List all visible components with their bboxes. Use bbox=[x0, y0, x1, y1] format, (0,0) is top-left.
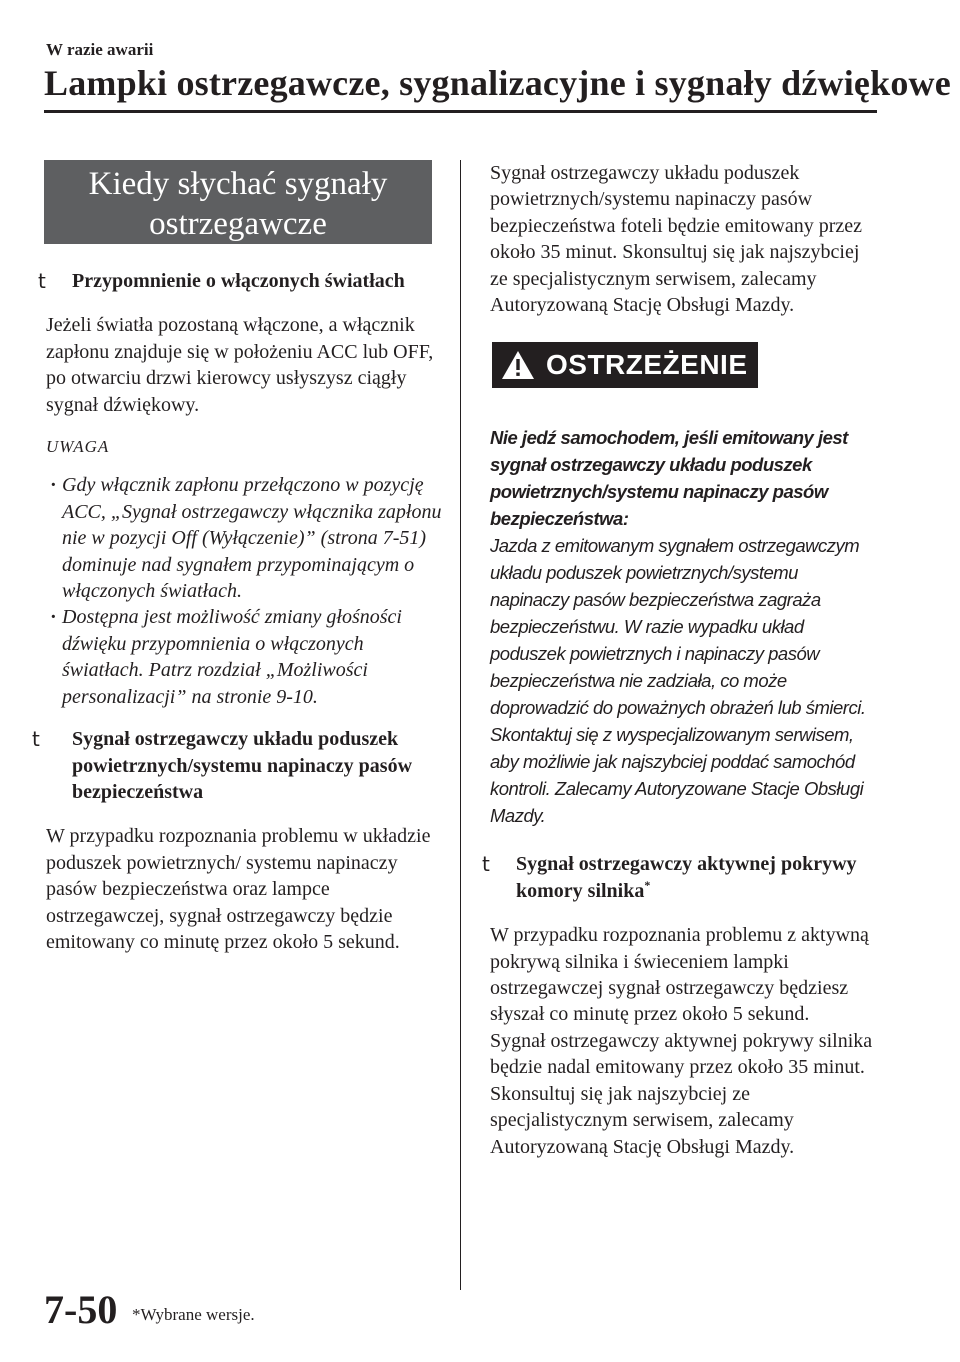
subsection-marker-icon: t bbox=[38, 269, 46, 293]
section-heading-line-1: Kiedy słychać sygnały bbox=[88, 166, 388, 202]
section-heading-box bbox=[44, 160, 432, 244]
subsection-heading-airbag-signal bbox=[32, 726, 446, 805]
paragraph-airbag-continued: Sygnał ostrzegawczy układu poduszek powietrznych/systemu napinaczy pasów bezpieczeństwa foteli będzie emitowany przez około 35 minut. Skonsultuj się jak najszybciej ze specjalistycznym serwisem, zalecamy Autoryzowaną Stację Obsługi Mazdy. bbox=[490, 162, 863, 317]
subsection-heading-active-bonnet bbox=[482, 851, 880, 904]
page-number: 7-50 bbox=[44, 1287, 118, 1332]
subsection-title: Przypomnienie o włączonych światłach bbox=[72, 270, 405, 292]
warning-triangle-icon bbox=[500, 349, 536, 381]
left-column bbox=[32, 268, 446, 971]
subsection-title: Sygnał ostrzegawczy układu poduszek powietrznych/systemu napinaczy pasów bezpieczeństwa bbox=[72, 728, 413, 803]
optional-equipment-asterisk: * bbox=[644, 877, 651, 892]
warning-lead: Nie jedź samochodem, jeśli emitowany jest sygnał ostrzegawczy układu poduszek powietrznych/systemu napinaczy pasów bezpieczeństwa: bbox=[490, 427, 848, 530]
column-divider bbox=[460, 160, 461, 1290]
paragraph-lights-reminder: Jeżeli światła pozostaną włączone, a włącznik zapłonu znajduje się w położeniu ACC lub OFF, po otwarciu drzwi kierowcy usłyszysz ciągły sygnał dźwiękowy. bbox=[46, 314, 434, 416]
subsection-heading-lights-reminder bbox=[38, 268, 446, 294]
subsection-marker-icon: t bbox=[482, 852, 490, 877]
warning-text bbox=[490, 424, 880, 829]
header-rule bbox=[44, 110, 877, 113]
paragraph-airbag-signal: W przypadku rozpoznania problemu w układzie poduszek powietrznych/ systemu napinaczy pasów bezpieczeństwa oraz lampce ostrzegawczej, sygnał ostrzegawczy będzie emitowany co minutę przez około 5 sekund. bbox=[46, 825, 431, 953]
footnote: *Wybrane wersje. bbox=[132, 1305, 255, 1324]
paragraph-active-bonnet-2: Sygnał ostrzegawczy aktywnej pokrywy silnika będzie nadal emitowany przez około 35 minut. Skonsultuj się jak najszybciej ze specjalistycznym serwisem, zalecamy Autoryzowaną Stację Obsługi Mazdy. bbox=[490, 1029, 873, 1158]
note-item: · Dostępna jest możliwość zmiany głośności dźwięku przypomnienia o włączonych światłach. Patrz rozdział „Możliwości personalizacji” na stronie 9-10. bbox=[62, 604, 446, 710]
section-heading-line-2: ostrzegawcze bbox=[149, 206, 327, 242]
paragraph-active-bonnet-1: W przypadku rozpoznania problemu z aktywną pokrywą silnika i świeceniem lampki ostrzegawczej sygnał ostrzegawczy będziesz słyszał co minutę przez około 5 sekund. bbox=[490, 924, 869, 1026]
section-label: W razie awarii bbox=[46, 40, 154, 59]
subsection-marker-icon: t bbox=[32, 727, 40, 752]
note-list bbox=[46, 472, 446, 710]
subsection-title: Sygnał ostrzegawczy aktywnej pokrywy komory silnika bbox=[516, 853, 857, 902]
chapter-title: Lampki ostrzegawcze, sygnalizacyjne i sygnały dźwiękowe bbox=[44, 63, 951, 103]
note-item: · Gdy włącznik zapłonu przełączono w pozycję ACC, „Sygnał ostrzegawczy włącznika zapłonu nie w pozycji Off (Wyłączenie)” (strona 7-51) dominuje nad sygnałem przypominającym o włączonych światłach. bbox=[62, 472, 446, 604]
right-column bbox=[482, 160, 880, 1176]
warning-label: OSTRZEŻENIE bbox=[546, 349, 748, 381]
note-label: UWAGA bbox=[46, 437, 110, 457]
warning-body: Jazda z emitowanym sygnałem ostrzegawczym układu poduszek powietrznych/systemu napinaczy pasów bezpieczeństwa zagraża bezpieczeństwu. W razie wypadku układ poduszek powietrznych i napinaczy pasów bezpieczeństwa nie zadziała, co może doprowadzić do poważnych obrażeń lub śmierci. Skontaktuj się z wyspecjalizowanym serwisem, aby możliwie jak najszybciej poddać samochód kontroli. Zalecamy Autoryzowane Stacje Obsługi Mazdy. bbox=[490, 535, 866, 827]
warning-badge bbox=[492, 342, 758, 388]
